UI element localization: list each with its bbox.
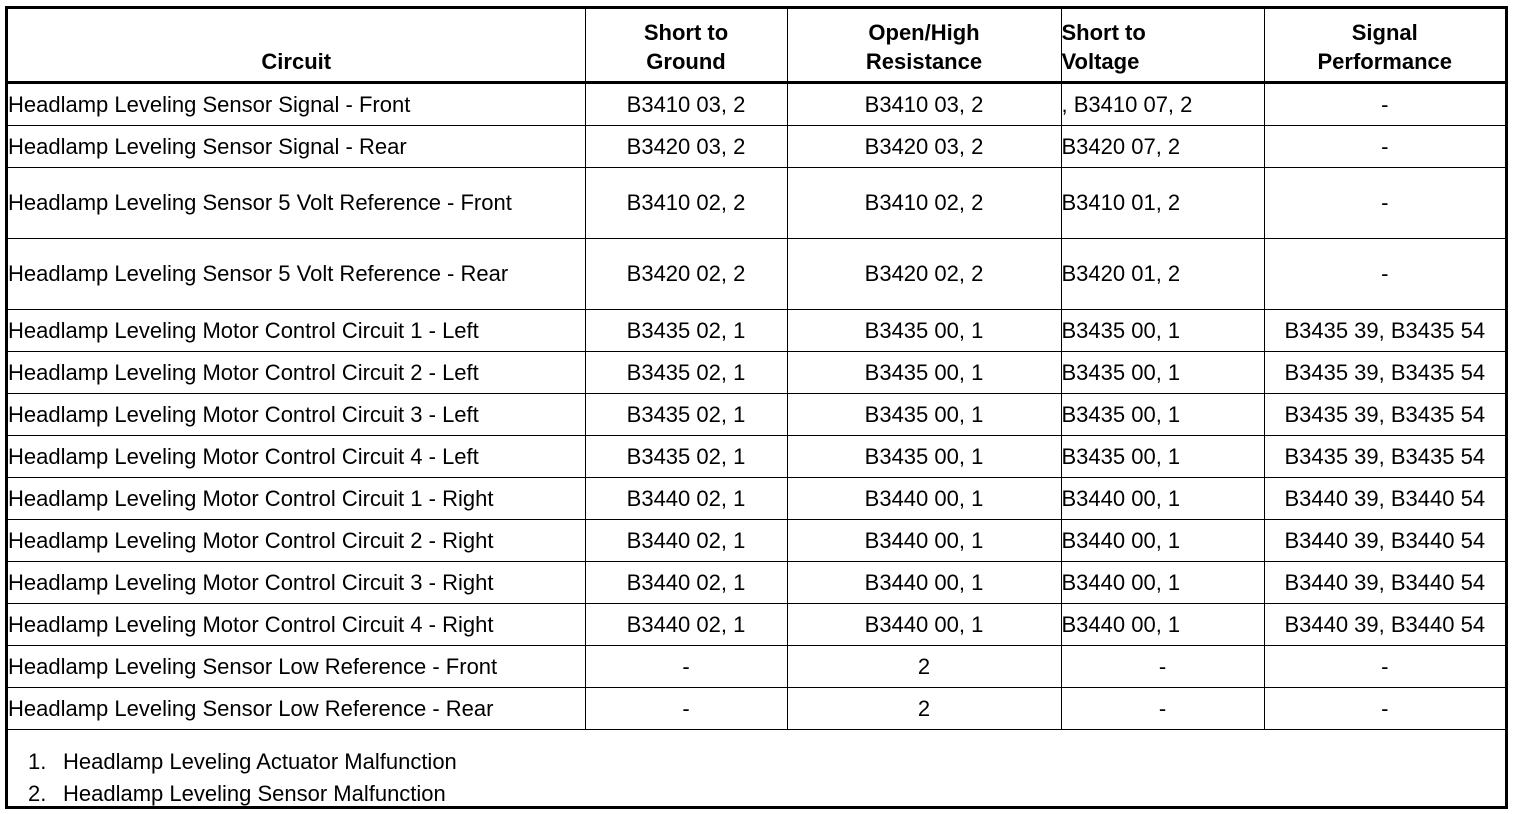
circuit-cell: Headlamp Leveling Sensor 5 Volt Reference - Rear: [8, 239, 585, 310]
short-to-ground-cell: B3420 03, 2: [585, 126, 787, 168]
short-to-voltage-cell: B3420 01, 2: [1061, 239, 1264, 310]
signal-performance-cell: B3435 39, B3435 54: [1264, 436, 1505, 478]
short-to-voltage-cell: , B3410 07, 2: [1061, 83, 1264, 126]
short-to-voltage-cell: -: [1061, 646, 1264, 688]
table-row: [8, 310, 1505, 352]
open-high-resistance-cell: B3435 00, 1: [787, 436, 1061, 478]
signal-performance-cell: -: [1264, 646, 1505, 688]
table-row: [8, 239, 1505, 310]
signal-performance-cell: B3435 39, B3435 54: [1264, 394, 1505, 436]
signal-performance-cell: B3435 39, B3435 54: [1264, 310, 1505, 352]
header-open-high-resistance: Open/High Resistance: [787, 9, 1061, 83]
open-high-resistance-cell: B3435 00, 1: [787, 352, 1061, 394]
short-to-ground-cell: B3440 02, 1: [585, 604, 787, 646]
short-to-voltage-cell: B3420 07, 2: [1061, 126, 1264, 168]
circuit-cell: Headlamp Leveling Motor Control Circuit 3 - Left: [8, 394, 585, 436]
circuit-cell: Headlamp Leveling Motor Control Circuit 4 - Right: [8, 604, 585, 646]
signal-performance-cell: -: [1264, 168, 1505, 239]
open-high-resistance-cell: B3410 03, 2: [787, 83, 1061, 126]
open-high-resistance-cell: B3420 02, 2: [787, 239, 1061, 310]
open-high-resistance-cell: B3435 00, 1: [787, 394, 1061, 436]
short-to-ground-cell: B3435 02, 1: [585, 436, 787, 478]
circuit-cell: Headlamp Leveling Sensor Low Reference - Rear: [8, 688, 585, 730]
short-to-voltage-cell: B3440 00, 1: [1061, 562, 1264, 604]
table-row: [8, 168, 1505, 239]
short-to-voltage-cell: B3435 00, 1: [1061, 352, 1264, 394]
open-high-resistance-cell: 2: [787, 646, 1061, 688]
short-to-ground-cell: -: [585, 646, 787, 688]
signal-performance-cell: -: [1264, 239, 1505, 310]
table-row: [8, 478, 1505, 520]
table-row: [8, 126, 1505, 168]
short-to-ground-cell: B3410 02, 2: [585, 168, 787, 239]
signal-performance-cell: B3435 39, B3435 54: [1264, 352, 1505, 394]
table-row: [8, 436, 1505, 478]
table-row: [8, 352, 1505, 394]
short-to-voltage-cell: B3410 01, 2: [1061, 168, 1264, 239]
signal-performance-cell: -: [1264, 688, 1505, 730]
short-to-ground-cell: B3440 02, 1: [585, 520, 787, 562]
open-high-resistance-cell: B3420 03, 2: [787, 126, 1061, 168]
circuit-cell: Headlamp Leveling Sensor 5 Volt Reference - Front: [8, 168, 585, 239]
signal-performance-cell: B3440 39, B3440 54: [1264, 520, 1505, 562]
short-to-ground-cell: B3420 02, 2: [585, 239, 787, 310]
open-high-resistance-cell: B3440 00, 1: [787, 520, 1061, 562]
short-to-ground-cell: B3440 02, 1: [585, 562, 787, 604]
signal-performance-cell: -: [1264, 83, 1505, 126]
short-to-voltage-cell: B3435 00, 1: [1061, 394, 1264, 436]
footnote-item: [28, 747, 457, 777]
signal-performance-cell: B3440 39, B3440 54: [1264, 604, 1505, 646]
circuit-cell: Headlamp Leveling Motor Control Circuit 4 - Left: [8, 436, 585, 478]
header-short-to-ground: Short to Ground: [585, 9, 787, 83]
footnote-text: Headlamp Leveling Sensor Malfunction: [63, 781, 446, 806]
signal-performance-cell: B3440 39, B3440 54: [1264, 562, 1505, 604]
header-short-to-voltage: Short to Voltage: [1061, 9, 1264, 83]
short-to-ground-cell: B3435 02, 1: [585, 352, 787, 394]
open-high-resistance-cell: B3435 00, 1: [787, 310, 1061, 352]
open-high-resistance-cell: B3440 00, 1: [787, 604, 1061, 646]
circuit-cell: Headlamp Leveling Motor Control Circuit 1 - Right: [8, 478, 585, 520]
circuit-cell: Headlamp Leveling Motor Control Circuit 1 - Left: [8, 310, 585, 352]
short-to-ground-cell: B3435 02, 1: [585, 310, 787, 352]
circuit-cell: Headlamp Leveling Motor Control Circuit 2 - Right: [8, 520, 585, 562]
table-row: [8, 646, 1505, 688]
table-row: [8, 688, 1505, 730]
circuit-cell: Headlamp Leveling Sensor Signal - Front: [8, 83, 585, 126]
short-to-ground-cell: B3440 02, 1: [585, 478, 787, 520]
short-to-voltage-cell: B3435 00, 1: [1061, 310, 1264, 352]
table-row: [8, 83, 1505, 126]
short-to-voltage-cell: B3440 00, 1: [1061, 478, 1264, 520]
short-to-ground-cell: B3435 02, 1: [585, 394, 787, 436]
circuit-cell: Headlamp Leveling Motor Control Circuit 3 - Right: [8, 562, 585, 604]
open-high-resistance-cell: 2: [787, 688, 1061, 730]
signal-performance-cell: B3440 39, B3440 54: [1264, 478, 1505, 520]
circuit-cell: Headlamp Leveling Motor Control Circuit 2 - Left: [8, 352, 585, 394]
header-signal-performance: Signal Performance: [1264, 9, 1505, 83]
header-row: [8, 9, 1505, 83]
footnote-item: [28, 779, 446, 809]
open-high-resistance-cell: B3440 00, 1: [787, 562, 1061, 604]
table-row: [8, 562, 1505, 604]
dtc-table-frame: [5, 6, 1508, 809]
short-to-ground-cell: -: [585, 688, 787, 730]
table-row: [8, 520, 1505, 562]
short-to-voltage-cell: B3440 00, 1: [1061, 520, 1264, 562]
footnote-number: 1.: [28, 749, 47, 774]
open-high-resistance-cell: B3410 02, 2: [787, 168, 1061, 239]
footnote-text: Headlamp Leveling Actuator Malfunction: [63, 749, 457, 774]
table-row: [8, 604, 1505, 646]
open-high-resistance-cell: B3440 00, 1: [787, 478, 1061, 520]
short-to-ground-cell: B3410 03, 2: [585, 83, 787, 126]
circuit-cell: Headlamp Leveling Sensor Signal - Rear: [8, 126, 585, 168]
table-row: [8, 394, 1505, 436]
short-to-voltage-cell: B3440 00, 1: [1061, 604, 1264, 646]
dtc-circuit-table: [8, 9, 1505, 730]
circuit-cell: Headlamp Leveling Sensor Low Reference - Front: [8, 646, 585, 688]
header-circuit: Circuit: [8, 9, 585, 83]
short-to-voltage-cell: B3435 00, 1: [1061, 436, 1264, 478]
short-to-voltage-cell: -: [1061, 688, 1264, 730]
signal-performance-cell: -: [1264, 126, 1505, 168]
footnote-number: 2.: [28, 781, 47, 806]
